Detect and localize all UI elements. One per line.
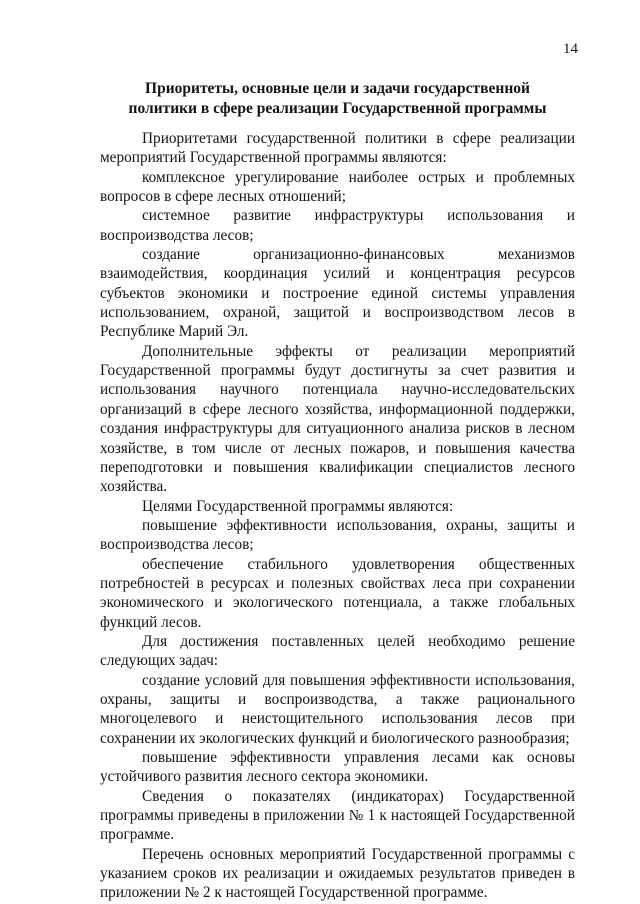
section-title xyxy=(100,79,575,119)
paragraph: обеспечение стабильного удовлетворения общественных потребностей в ресурсах и полезных свойствах леса при сохранении экономического и экологического потенциала, а также глобальных функций лесов. xyxy=(100,555,575,631)
paragraph: Приоритетами государственной политики в сфере реализации мероприятий Государственной программы являются: xyxy=(100,130,575,167)
paragraph: Дополнительные эффекты от реализации мероприятий Государственной программы будут достигнуты за счет развития и использования научного потенциала научно-исследовательских организаций в сфере лесного хозяйства, информационной поддержки, создания инфраструктуры для ситуационного анализа рисков в лесном хозяйстве, в том числе от лесных пожаров, и повышения качества переподготовки и повышения квалификации специалистов лесного хозяйства. xyxy=(100,342,575,496)
body-text xyxy=(100,129,575,903)
paragraph: создание организационно-финансовых механизмов взаимодействия, координация усилий и концентрация ресурсов субъектов экономики и построение единой системы управления использованием, охраной, защитой и воспроизводством лесов в Республике Марий Эл. xyxy=(100,246,575,341)
paragraph: повышение эффективности управления лесами как основы устойчивого развития лесного сектора экономики. xyxy=(100,749,575,786)
paragraph: создание условий для повышения эффективности использования, охраны, защиты и воспроизводства, а также рационального многоцелевого и неистощительного использования лесов при сохранении их экологических функций и биологического разнообразия; xyxy=(100,671,575,747)
paragraph: комплексное урегулирование наиболее острых и проблемных вопросов в сфере лесных отношений; xyxy=(100,168,575,206)
paragraph: Целями Государственной программы являются: xyxy=(142,497,454,515)
paragraph: Сведения о показателях (индикаторах) Государственной программы приведены в приложении № 1 к настоящей Государственной программе. xyxy=(100,787,575,844)
paragraph: системное развитие инфраструктуры использования и воспроизводства лесов; xyxy=(100,207,575,244)
paragraph: повышение эффективности использования, охраны, защиты и воспроизводства лесов; xyxy=(100,516,575,554)
section-title-line-1: Приоритеты, основные цели и задачи государственной xyxy=(145,80,530,97)
page-number: 14 xyxy=(563,41,578,57)
paragraph: Для достижения поставленных целей необходимо решение следующих задач: xyxy=(100,632,575,670)
section-title-line-2: политики в сфере реализации Государственной программы xyxy=(128,100,547,117)
paragraph: Перечень основных мероприятий Государственной программы с указанием сроков их реализации и ожидаемых результатов приведен в приложении № 2 к настоящей Государственной программе. xyxy=(100,845,575,902)
